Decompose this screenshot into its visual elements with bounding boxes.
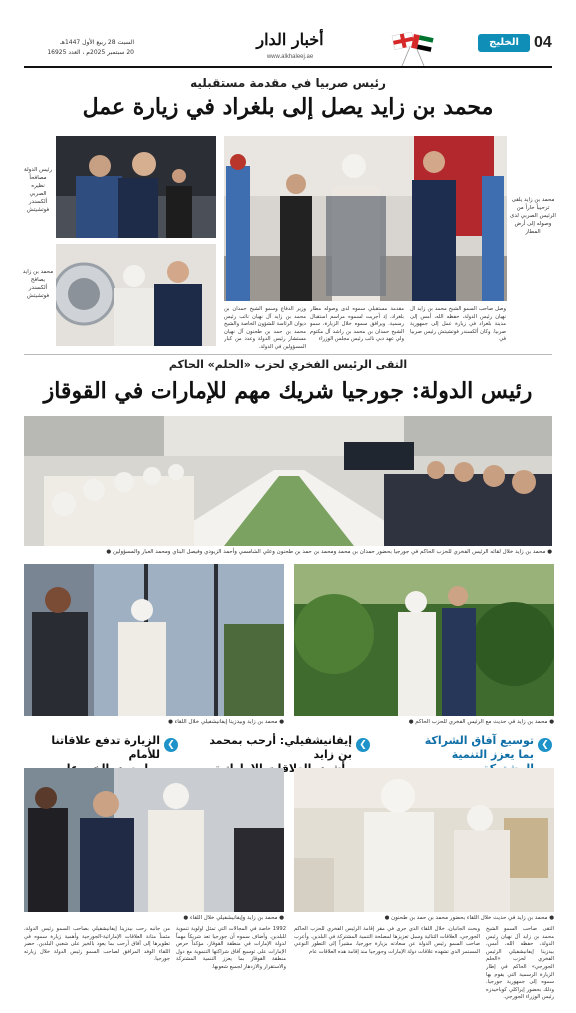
subhead-right-arrow-icon: ❯	[538, 738, 552, 752]
date-hijri: السبت 28 ربيع الأول 1447هـ	[60, 39, 134, 46]
newspaper-logo[interactable]: الخليج	[478, 34, 530, 52]
subhead-mid-line2: بالعلاقات	[266, 762, 316, 775]
story2-body-col1: التقى صاحب السمو الشيخ محمد بن زايد آل نهيان رئيس الدولة، حفظه الله، أمس، بيدزينا إيفانيشفيلي الرئيس الفخري لحزب «الحلم الجورجي» الحاكم في إطار الزيارة الرسمية التي يقوم بها سموه إلى جمهورية جورجيا. وذلك بحضور إيراكلي كوباخيدزه رئيس الوزراء الجورجي.	[486, 926, 554, 1001]
story1-body-col3: وزير الدفاع وسمو الشيخ حمدان بن محمد بن زايد آل نهيان نائب رئيس ديوان الرئاسة للشؤون الخاصة والشيخ محمد بن حمد بن طحنون آل نهيان مستشار رئيس الدولة وعدد من كبار المسؤولين في الدولة.	[224, 306, 306, 350]
masthead	[0, 0, 576, 72]
story1-photo-top-left	[56, 136, 216, 238]
story2-body-col2: وبحث الجانبان، خلال اللقاء الذي جرى في مقر إقامة الرئيس الفخري للحزب الحاكم الجورجي، العلاقات الثنائية وسبل تعزيزها لمصلحة التنمية المشتركة في البلدين. وأعرب صاحب السمو رئيس الدولة عن سعادته بزيارة جورجيا، مشيراً إلى التطور النوعي المستمر الذي تشهده علاقات دولة الإمارات وجورجيا منذ إقامة هذه العلاقات عام	[294, 926, 480, 955]
story1-headline: محمد بن زايد يصل إلى بلغراد في زيارة عمل	[82, 94, 494, 120]
story2-body-col3: 1992 خاصة في المجالات التي تمثل أولوية تنموية للبلدين. وأضاف سموه أن جورجيا تعد شريكاً مهماً لدولة الإمارات في منطقة القوقاز، مؤكداً حرص الإمارات على توسيع آفاق شراكتها التنموية مع دول منطقة القوقاز بما يعزز التنمية المشتركة والاستقرار والازدهار لجميع شعوبها.	[176, 926, 286, 970]
masthead-divider	[24, 66, 552, 68]
story2-photo-mid-right	[294, 564, 554, 716]
subhead-right-line1: توسيع آفاق الشراكة	[424, 734, 534, 747]
story1-main-photo	[224, 136, 507, 301]
subhead-left-line1: الزيارة تدفع علاقاتنا للأمام	[51, 734, 160, 761]
story1-caption-left-top: رئيس الدولة مصافحاً نظيره الصربي ألكسندر فوتشيتش	[24, 167, 52, 213]
story1-caption-right: محمد بن زايد يلقى ترحيباً حاراً من الرئيس الصربي لدى وصوله إلى أرض المطار	[510, 197, 556, 235]
story-divider	[24, 354, 552, 355]
date-gregorian-issue: 20 سبتمبر 2025م ، العدد 16925	[47, 49, 134, 56]
section-title: أخبار الدار	[256, 30, 324, 49]
story2-caption-mid-left: ● محمد بن زايد وبيدزينا إيفانيشفيلي خلال اللقاء ●	[168, 719, 284, 725]
story1-photo-bottom-left	[56, 244, 216, 346]
subhead-left-arrow-icon: ❯	[164, 738, 178, 752]
story1-caption-left-bottom: محمد بن زايد يصافح ألكسندر فوتشيتش	[22, 269, 54, 299]
story2-main-photo	[24, 416, 552, 546]
page-number: 04	[534, 34, 552, 51]
story2-body-col4: من جانبه رحب بيدزينا إيفانيشفيلي بصاحب السمو رئيس الدولة، مثمناً متانة العلاقات الإماراتية-الجورجية وأهمية زيارة سموه في تطويرها إلى آفاق أرحب بما يعود بالخير على شعبي البلدين. حضر اللقاء الوفد المرافق لصاحب السمو رئيس الدولة خلال زيارته جورجيا.	[24, 926, 170, 963]
story1-body-col1: وصل صاحب السمو الشيخ محمد بن زايد آل نهيان رئيس الدولة، حفظه الله، أمس إلى مدينة بلغراد في زيارة عمل إلى جمهورية صربيا. وكان ألكسندر فوتشيتش رئيس صربيا في	[410, 306, 506, 343]
dateline	[24, 38, 134, 58]
story2-photo-bottom-left	[24, 768, 284, 912]
uae-georgia-flags-icon	[388, 32, 438, 66]
story2-headline: رئيس الدولة: جورجيا شريك مهم للإمارات في القوقاز	[43, 378, 533, 404]
story2-caption-bottom-right: ● محمد بن زايد في حديث خلال اللقاء بحضور محمد بن حمد بن طحنون ●	[384, 915, 554, 921]
site-url[interactable]: www.alkhaleej.ae	[266, 54, 314, 60]
story2-caption-bottom-left: ● محمد بن زايد وإيفانيشفيلي خلال اللقاء ●	[183, 915, 284, 921]
subhead-mid-arrow-icon: ❯	[356, 738, 370, 752]
story1-body-col2: مقدمة مستقبلي سموه لدى وصوله مطار بلغراد، إذ أجريت لسموه مراسم استقبال رسمية. ويرافق سموه خلال الزيارة، سمو الشيخ حمدان بن محمد بن راشد آل مكتوم ولي عهد دبي نائب رئيس مجلس الوزراء	[310, 306, 404, 343]
story2-kicker: التقى الرئيس الفخري لحزب «الحلم» الحاكم	[168, 358, 408, 371]
story1-kicker: رئيس صربيا في مقدمة مستقبليه	[190, 76, 386, 90]
story2-main-caption: ● محمد بن زايد خلال لقائه الرئيس الفخري للحزب الحاكم في جورجيا بحضور حمدان بن محمد ومحمد بن حمد بن طحنون وعلي الشامسي وأحمد الزيودي وفيصل البناي ومحمد العبار والمسؤولين ●	[106, 549, 552, 555]
story2-photo-mid-left	[24, 564, 284, 716]
story2-caption-mid-right: ● محمد بن زايد في حديث مع الرئيس الفخري للحزب الحاكم ●	[408, 719, 554, 725]
subhead-mid-line1: إيفانيشفيلي: أرحب بمحمد بن زايد	[209, 734, 352, 761]
subhead-right-line2: بما يعزز التنمية	[451, 748, 534, 761]
story2-photo-bottom-right	[294, 768, 554, 912]
